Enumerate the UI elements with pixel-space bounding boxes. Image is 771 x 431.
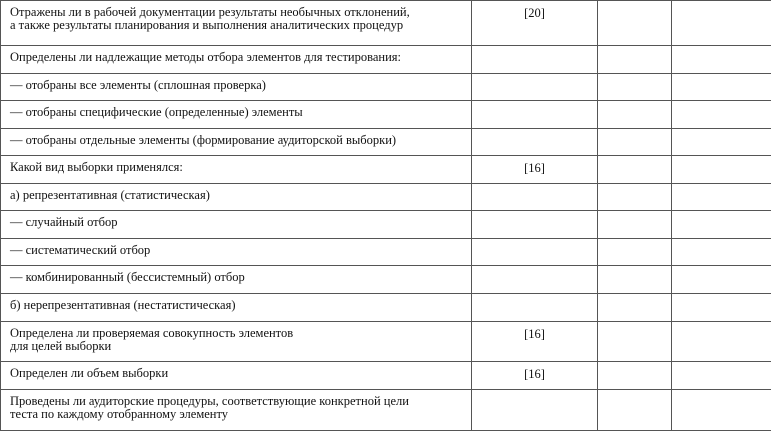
note-cell xyxy=(672,266,771,294)
reference-cell xyxy=(472,389,598,430)
question-cell: б) нерепрезентативная (нестатистическая) xyxy=(1,294,472,322)
note-cell xyxy=(672,128,771,156)
answer-cell xyxy=(598,362,672,390)
note-cell xyxy=(672,1,771,46)
reference-cell xyxy=(472,211,598,239)
reference-cell xyxy=(472,45,598,73)
reference-cell xyxy=(472,294,598,322)
table-row xyxy=(1,45,771,73)
note-cell xyxy=(672,362,771,390)
table-row xyxy=(1,362,771,390)
note-cell xyxy=(672,183,771,211)
note-cell xyxy=(672,73,771,101)
question-cell: Какой вид выборки применялся: xyxy=(1,156,472,184)
note-cell xyxy=(672,211,771,239)
reference-cell: [16] xyxy=(472,321,598,362)
question-cell: Определены ли надлежащие методы отбора элементов для тестирования: xyxy=(1,45,472,73)
reference-cell xyxy=(472,101,598,129)
answer-cell xyxy=(598,211,672,239)
answer-cell xyxy=(598,156,672,184)
question-cell: — отобраны все элементы (сплошная проверка) xyxy=(1,73,472,101)
reference-cell xyxy=(472,73,598,101)
table-row xyxy=(1,266,771,294)
question-cell: — систематический отбор xyxy=(1,238,472,266)
note-cell xyxy=(672,389,771,430)
table-row xyxy=(1,73,771,101)
table-row xyxy=(1,1,771,46)
question-cell: Определена ли проверяемая совокупность элементов для целей выборки xyxy=(1,321,472,362)
table-row xyxy=(1,128,771,156)
table-row xyxy=(1,156,771,184)
table-row xyxy=(1,389,771,430)
table-row xyxy=(1,211,771,239)
answer-cell xyxy=(598,73,672,101)
table-row xyxy=(1,101,771,129)
question-cell: Отражены ли в рабочей документации результаты необычных отклонений, а также результаты планирования и выполнения аналитических процедур xyxy=(1,1,472,46)
note-cell xyxy=(672,156,771,184)
reference-cell: [16] xyxy=(472,362,598,390)
reference-cell xyxy=(472,128,598,156)
answer-cell xyxy=(598,183,672,211)
question-cell: а) репрезентативная (статистическая) xyxy=(1,183,472,211)
note-cell xyxy=(672,321,771,362)
table-row xyxy=(1,183,771,211)
answer-cell xyxy=(598,238,672,266)
question-cell: — комбинированный (бессистемный) отбор xyxy=(1,266,472,294)
table-row xyxy=(1,321,771,362)
reference-cell xyxy=(472,183,598,211)
answer-cell xyxy=(598,266,672,294)
question-cell: Проведены ли аудиторские процедуры, соответствующие конкретной цели теста по каждому отобранному элементу xyxy=(1,389,472,430)
reference-cell xyxy=(472,266,598,294)
note-cell xyxy=(672,238,771,266)
note-cell xyxy=(672,101,771,129)
reference-cell: [16] xyxy=(472,156,598,184)
answer-cell xyxy=(598,294,672,322)
answer-cell xyxy=(598,45,672,73)
reference-cell xyxy=(472,238,598,266)
note-cell xyxy=(672,294,771,322)
reference-cell: [20] xyxy=(472,1,598,46)
answer-cell xyxy=(598,389,672,430)
answer-cell xyxy=(598,1,672,46)
question-cell: — случайный отбор xyxy=(1,211,472,239)
table-body xyxy=(1,1,771,431)
answer-cell xyxy=(598,321,672,362)
table-row xyxy=(1,238,771,266)
answer-cell xyxy=(598,128,672,156)
question-cell: Определен ли объем выборки xyxy=(1,362,472,390)
note-cell xyxy=(672,45,771,73)
question-cell: — отобраны отдельные элементы (формирование аудиторской выборки) xyxy=(1,128,472,156)
answer-cell xyxy=(598,101,672,129)
question-cell: — отобраны специфические (определенные) элементы xyxy=(1,101,472,129)
table-row xyxy=(1,294,771,322)
